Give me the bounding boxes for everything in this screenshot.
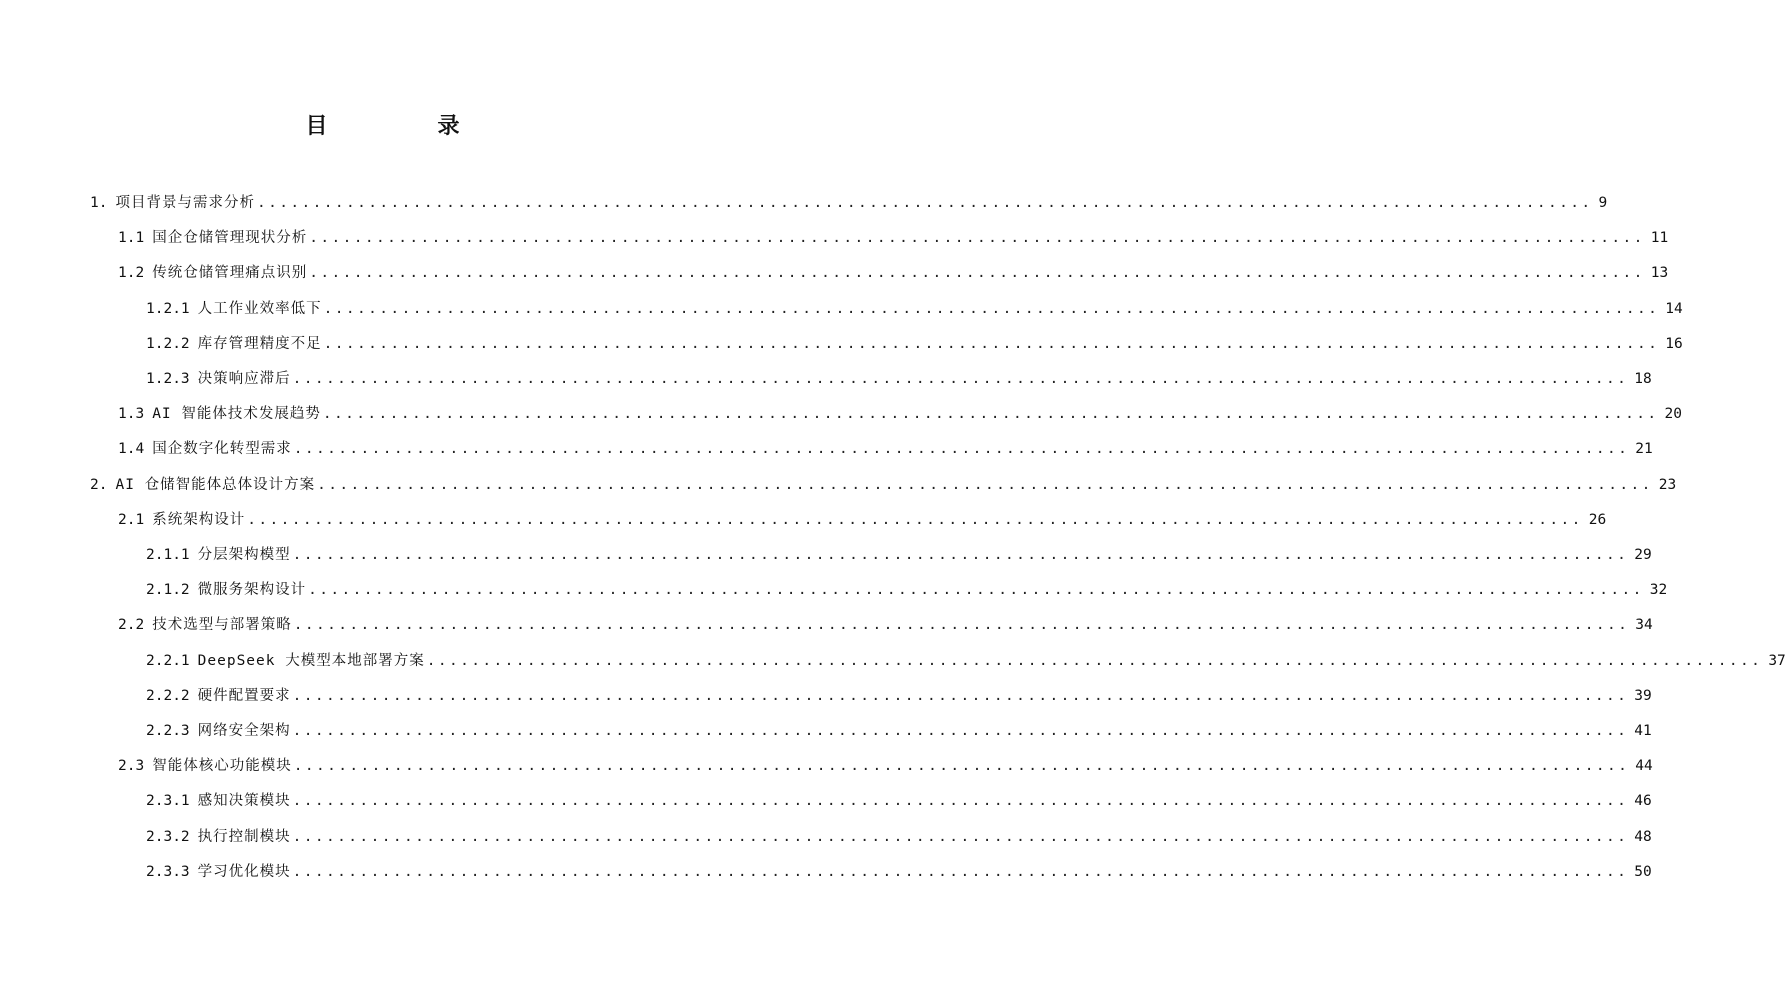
toc-dot-leader: ........................................................................................................................ [292,723,1629,739]
toc-entry-number: 1.2 [118,265,145,282]
toc-entry-number: 1.2.1 [146,300,190,317]
toc-entry-title: DeepSeek 大模型本地部署方案 [197,652,425,669]
toc-entry-title: 人工作业效率低下 [197,300,322,317]
toc-entry-title: 系统架构设计 [152,511,246,528]
toc-entry-number: 2.3 [118,758,145,775]
toc-entry-title: 微服务架构设计 [197,582,307,599]
toc-entry [146,294,1683,324]
toc-dot-leader: ........................................................................................................................ [308,582,1644,599]
toc-entry-number: 2.2 [118,617,145,634]
toc-entry-title: 分层架构模型 [197,547,291,563]
toc-dot-leader: ........................................................................................................................ [293,758,1630,775]
toc-entry [118,258,1669,288]
toc-dot-leader: ........................................................................................................................ [247,511,1583,528]
toc-dot-leader: ........................................................................................................................ [293,441,1630,458]
toc-entry-page-number: 44 [1635,758,1653,775]
toc-entry-number: 2.1 [118,511,145,528]
toc-entry-number: 1.2.3 [146,371,190,387]
toc-entry-page-number: 39 [1634,687,1652,704]
toc-entry [146,646,1786,676]
toc-entry-number: 2.3.2 [146,828,190,845]
toc-entry-title: 决策响应滞后 [197,371,291,387]
toc-entry [146,822,1652,852]
toc-entry-page-number: 13 [1650,265,1669,282]
toc-entry-page-number: 16 [1665,335,1683,352]
toc-entry-page-number: 9 [1598,195,1608,211]
toc-entry [90,470,1677,500]
toc-entry [146,857,1652,887]
toc-entry-title: 库存管理精度不足 [197,335,322,352]
toc-entry-number: 2.2.1 [146,652,190,669]
toc-entry [118,399,1682,429]
toc-entry-page-number: 50 [1634,863,1652,880]
toc-dot-leader: ........................................................................................................................ [292,863,1629,880]
toc-dot-leader: ........................................................................................................................ [292,687,1629,704]
toc-dot-leader: ........................................................................................................................ [292,793,1629,810]
toc-entry-number: 1.4 [118,441,145,458]
toc-entry-number: 1. [90,195,108,211]
toc-entry-page-number: 21 [1635,441,1653,458]
toc-entry [146,364,1652,394]
toc-entry [146,681,1652,711]
toc-entry [118,434,1653,464]
toc-entry [146,540,1652,570]
toc-entry-page-number: 37 [1768,652,1786,669]
toc-dot-leader: ........................................................................................................................ [309,265,1645,282]
toc-entry-title: 技术选型与部署策略 [152,617,292,634]
toc-entry [90,188,1608,218]
toc-entry-title: 国企仓储管理现状分析 [152,230,308,247]
toc-dot-leader: ........................................................................................................................ [292,828,1629,845]
toc-entry-number: 1.1 [118,230,145,247]
toc-entry-number: 2.3.1 [146,793,190,810]
toc-entry-page-number: 46 [1634,793,1652,810]
toc-entry-title: 学习优化模块 [197,863,291,880]
toc-entry-title: 项目背景与需求分析 [115,195,255,211]
toc-entry-title: 硬件配置要求 [197,687,291,704]
toc-entry-title: 国企数字化转型需求 [152,441,292,458]
toc-entry-number: 2.1.2 [146,582,190,599]
toc-entry-number: 2.1.1 [146,547,190,563]
toc-entry [146,575,1668,605]
toc-entry-page-number: 11 [1650,230,1669,247]
toc-entry [118,505,1607,535]
page-title: 目 录 [305,114,504,139]
toc-entry-title: AI 智能体技术发展趋势 [152,406,321,423]
toc-entry-page-number: 26 [1588,511,1607,528]
toc-entry-page-number: 32 [1649,582,1668,599]
toc-entry-page-number: 14 [1665,300,1683,317]
toc-entry-page-number: 23 [1658,476,1677,493]
toc-entry-page-number: 29 [1634,547,1652,563]
toc-dot-leader: ........................................................................................................................ [293,617,1630,634]
toc-dot-leader: ........................................................................................................................ [323,335,1660,352]
toc-entry-title: 执行控制模块 [197,828,291,845]
toc-entry-title: AI 仓储智能体总体设计方案 [115,476,316,493]
toc-dot-leader: ........................................................................................................................ [256,195,1593,211]
toc-dot-leader: ........................................................................................................................ [309,230,1645,247]
toc-entry-page-number: 48 [1634,828,1652,845]
toc-entry-number: 2.2.3 [146,723,190,739]
toc-entry-title: 智能体核心功能模块 [152,758,292,775]
toc-entry [146,786,1652,816]
toc-entry-page-number: 20 [1664,406,1682,423]
toc-entry [146,716,1652,746]
toc-entry-page-number: 18 [1634,371,1652,387]
toc-entry-number: 2.3.3 [146,863,190,880]
toc-entry-page-number: 41 [1634,723,1652,739]
toc-entry-number: 1.2.2 [146,335,190,352]
toc-entry [118,610,1653,640]
toc-entry [118,751,1653,781]
toc-entry-number: 2.2.2 [146,687,190,704]
toc-dot-leader: ........................................................................................................................ [323,300,1660,317]
toc-dot-leader: ........................................................................................................................ [317,476,1653,493]
toc-dot-leader: ........................................................................................................................ [322,406,1659,423]
toc-entry-number: 1.3 [118,406,145,423]
toc-entry-title: 传统仓储管理痛点识别 [152,265,308,282]
toc-entry-page-number: 34 [1635,617,1653,634]
toc-dot-leader: ........................................................................................................................ [292,547,1629,563]
toc-entry [118,223,1669,253]
toc-dot-leader: ........................................................................................................................ [292,371,1629,387]
toc-entry [146,329,1683,359]
toc-entry-title: 网络安全架构 [197,723,291,739]
toc-entry-number: 2. [90,476,108,493]
toc-entry-title: 感知决策模块 [197,793,291,810]
toc-dot-leader: ........................................................................................................................ [426,652,1763,669]
